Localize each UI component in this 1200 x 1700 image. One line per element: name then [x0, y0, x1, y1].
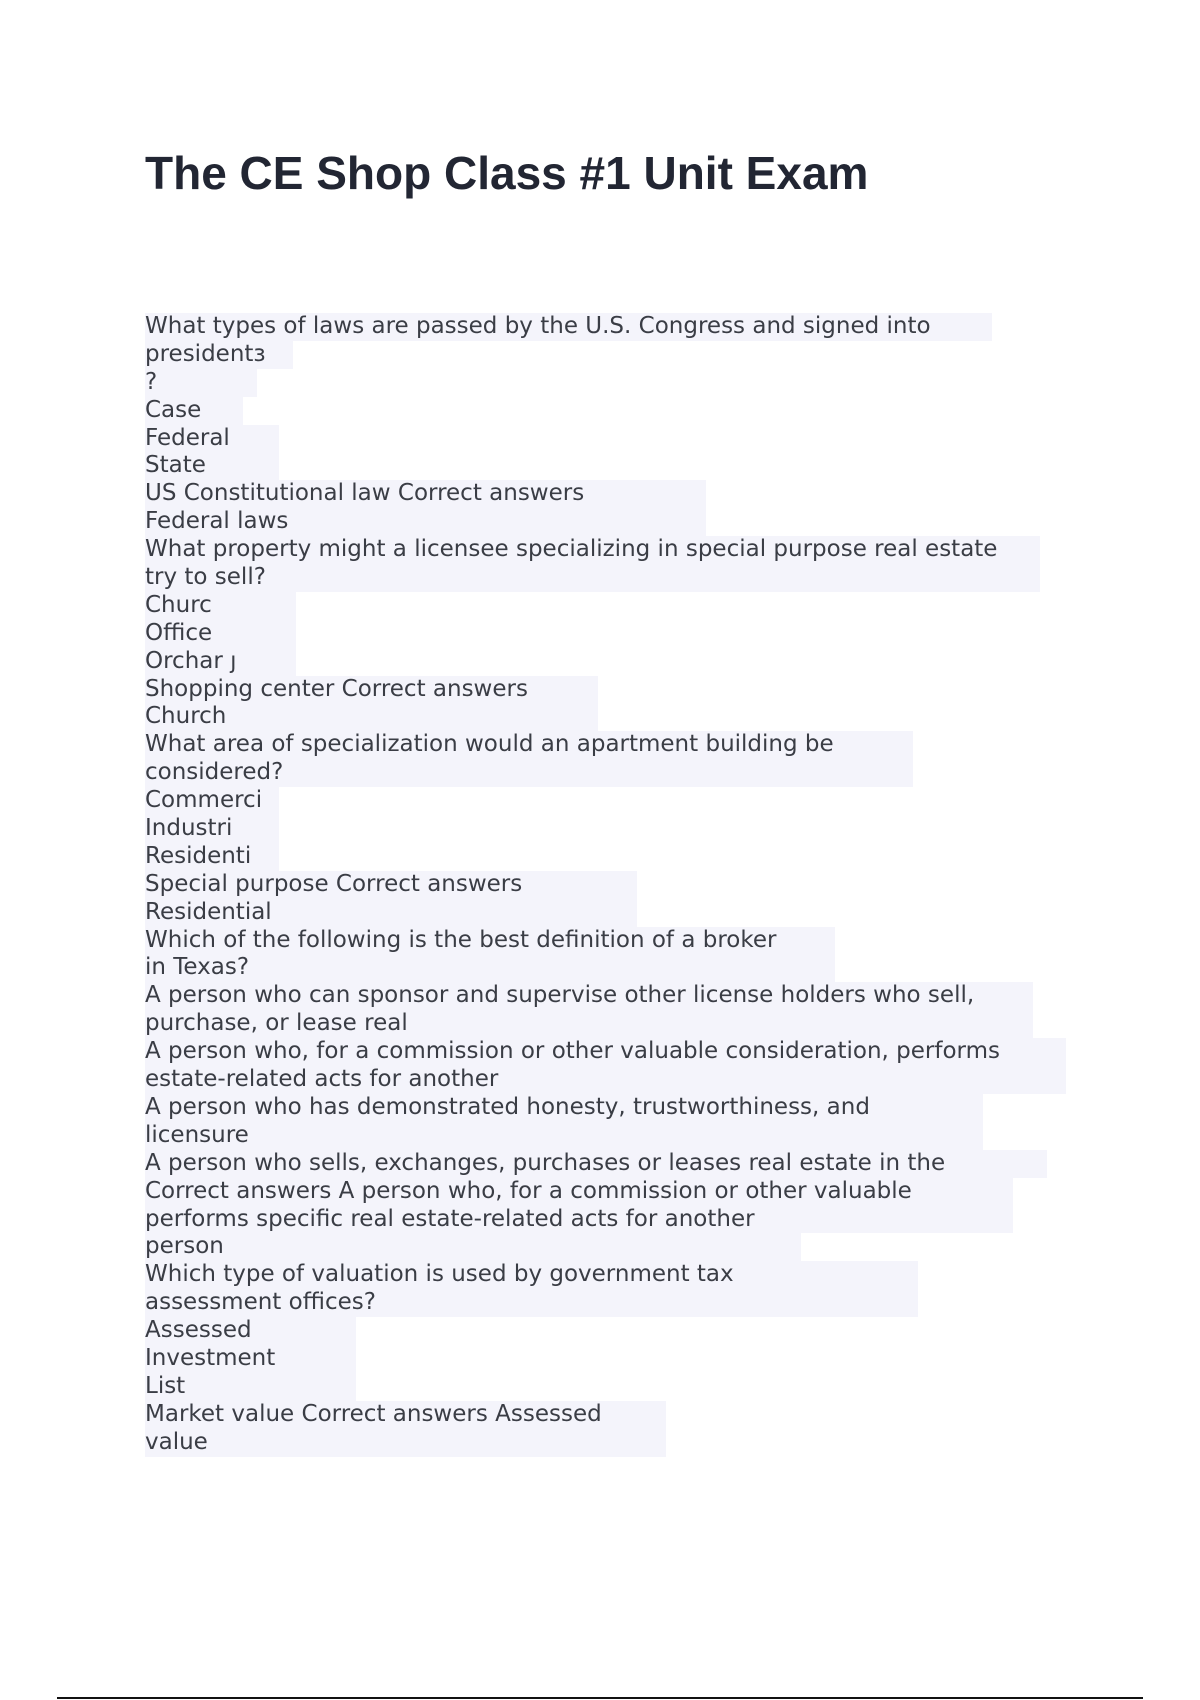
text-line: Shopping center Correct answers	[145, 676, 598, 704]
text-line: A person who sells, exchanges, purchases or leases real estate in the	[145, 1150, 1047, 1178]
text-line: in Texas?	[145, 954, 835, 982]
text-line: Orchar ȷ	[145, 648, 296, 676]
text-line: Residenti	[145, 843, 279, 871]
text-line: State	[145, 452, 279, 480]
text-line: A person who, for a commission or other valuable consideration, performs	[145, 1038, 1066, 1066]
text-line: licensure	[145, 1122, 983, 1150]
text-line: Residential	[145, 899, 637, 927]
text-line: estate-related acts for another	[145, 1066, 1066, 1094]
text-line: Federal laws	[145, 508, 706, 536]
text-line: What types of laws are passed by the U.S. Congress and signed into	[145, 313, 992, 341]
text-line: Which of the following is the best definition of a broker	[145, 927, 835, 955]
text-line: value	[145, 1429, 666, 1457]
text-line: Correct answers A person who, for a commission or other valuable	[145, 1178, 1013, 1206]
text-line: considered?	[145, 759, 913, 787]
text-line: Which type of valuation is used by government tax	[145, 1261, 918, 1289]
text-line: person	[145, 1233, 801, 1261]
page-title: The CE Shop Class #1 Unit Exam	[145, 147, 869, 199]
text-line: US Constitutional law Correct answers	[145, 480, 706, 508]
footer-divider	[57, 1697, 1143, 1699]
text-line: Assessed	[145, 1317, 356, 1345]
text-line: Market value Correct answers Assessed	[145, 1401, 666, 1429]
text-line: presidentз	[145, 341, 293, 369]
text-line: Special purpose Correct answers	[145, 871, 637, 899]
exam-content	[145, 313, 1085, 1457]
text-line: Church	[145, 703, 598, 731]
text-line: Office	[145, 620, 296, 648]
text-line: List	[145, 1373, 356, 1401]
text-line: assessment offices?	[145, 1289, 918, 1317]
text-line: try to sell?	[145, 564, 1040, 592]
text-line: purchase, or lease real	[145, 1010, 1033, 1038]
text-line: What area of specialization would an apartment building be	[145, 731, 913, 759]
text-line: performs specific real estate-related acts for another	[145, 1206, 1013, 1234]
text-line: Industri	[145, 815, 279, 843]
text-line: Federal	[145, 425, 279, 453]
text-line: A person who can sponsor and supervise other license holders who sell,	[145, 982, 1033, 1010]
text-line: A person who has demonstrated honesty, trustworthiness, and	[145, 1094, 983, 1122]
text-line: Investment	[145, 1345, 356, 1373]
text-line: Churc	[145, 592, 296, 620]
text-line: What property might a licensee specializing in special purpose real estate	[145, 536, 1040, 564]
text-line: Case	[145, 397, 243, 425]
text-line: Commerci	[145, 787, 279, 815]
text-line: ?	[145, 369, 257, 397]
